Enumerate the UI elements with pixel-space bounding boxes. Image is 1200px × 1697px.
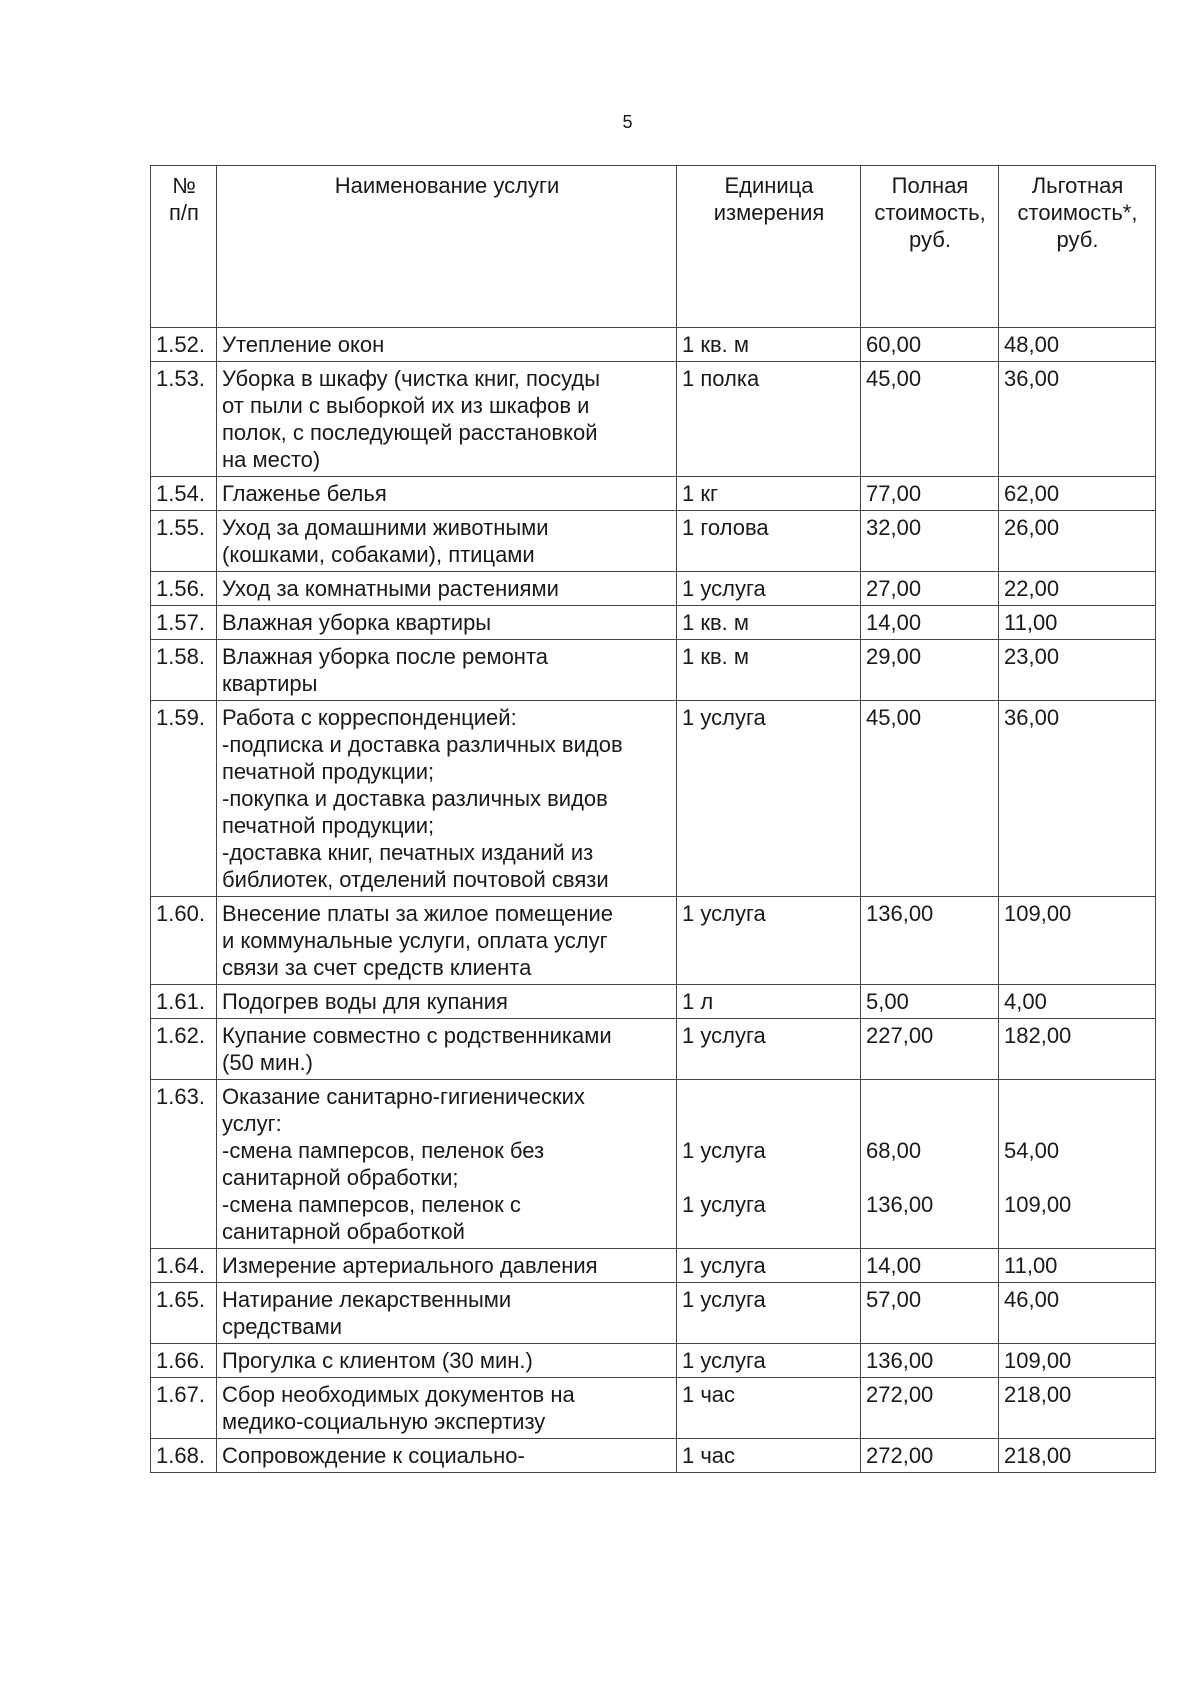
discount-price: 218,00 xyxy=(999,1439,1156,1473)
service-name xyxy=(217,362,677,477)
discount-price: 11,00 xyxy=(999,1249,1156,1283)
discount-price: 218,00 xyxy=(999,1378,1156,1439)
service-name-line: медико-социальную экспертизу xyxy=(222,1409,546,1434)
unit-of-measure: 1 час xyxy=(677,1439,861,1473)
header-unit: Единица измерения xyxy=(677,166,861,328)
discount-price: 46,00 xyxy=(999,1283,1156,1344)
service-name-line: Оказание санитарно-гигиенических xyxy=(222,1084,585,1109)
service-name-line: Влажная уборка после ремонта xyxy=(222,644,549,669)
service-name-line: Сопровождение к социально- xyxy=(222,1443,525,1468)
service-name-line: Внесение платы за жилое помещение xyxy=(222,901,613,926)
row-number: 1.54. xyxy=(151,477,217,511)
service-name-line: Уход за домашними животными xyxy=(222,515,549,540)
service-name-line: Глаженье белья xyxy=(222,481,387,506)
service-name xyxy=(217,985,677,1019)
service-name-line: печатной продукции; xyxy=(222,813,435,838)
row-number: 1.53. xyxy=(151,362,217,477)
service-name-line: печатной продукции; xyxy=(222,759,435,784)
service-name xyxy=(217,1019,677,1080)
service-name-line: Уборка в шкафу (чистка книг, посуды xyxy=(222,366,601,391)
table-body xyxy=(151,328,1156,1473)
service-name-line: Сбор необходимых документов на xyxy=(222,1382,575,1407)
service-name xyxy=(217,477,677,511)
service-name xyxy=(217,328,677,362)
service-name xyxy=(217,1344,677,1378)
service-name-line: -смена памперсов, пеленок без xyxy=(222,1138,545,1163)
unit-of-measure: 1 кв. м xyxy=(677,606,861,640)
header-discount-price: Льготная стоимость*, руб. xyxy=(999,166,1156,328)
page-number: 5 xyxy=(622,112,633,132)
table-row xyxy=(151,1080,1156,1249)
table-row xyxy=(151,606,1156,640)
discount-price: 11,00 xyxy=(999,606,1156,640)
row-number: 1.61. xyxy=(151,985,217,1019)
service-name-line: (50 мин.) xyxy=(222,1050,313,1075)
row-number: 1.62. xyxy=(151,1019,217,1080)
discount-price: 48,00 xyxy=(999,328,1156,362)
discount-price: 23,00 xyxy=(999,640,1156,701)
table-row xyxy=(151,477,1156,511)
service-name xyxy=(217,1283,677,1344)
unit-of-measure: 1 голова xyxy=(677,511,861,572)
full-price: 27,00 xyxy=(861,572,999,606)
service-name-line: от пыли с выборкой их из шкафов и xyxy=(222,393,590,418)
service-name-line: Утепление окон xyxy=(222,332,385,357)
full-price: 272,00 xyxy=(861,1378,999,1439)
service-name xyxy=(217,1080,677,1249)
unit-of-measure: 1 услуга xyxy=(677,1019,861,1080)
service-name-line: -покупка и доставка различных видов xyxy=(222,786,608,811)
service-name-line: Измерение артериального давления xyxy=(222,1253,598,1278)
service-name xyxy=(217,640,677,701)
row-number: 1.67. xyxy=(151,1378,217,1439)
header-number: № п/п xyxy=(151,166,217,328)
unit-of-measure: 1 услуга xyxy=(677,1283,861,1344)
table-row xyxy=(151,701,1156,897)
table-header-row xyxy=(151,166,1156,328)
full-price-value: 136,00 xyxy=(866,1192,934,1217)
service-name-line: Натирание лекарственными xyxy=(222,1287,512,1312)
discount-price: 36,00 xyxy=(999,362,1156,477)
discount-price: 109,00 xyxy=(999,1344,1156,1378)
service-name-line: квартиры xyxy=(222,671,318,696)
row-number: 1.52. xyxy=(151,328,217,362)
header-service-name: Наименование услуги xyxy=(217,166,677,328)
full-price: 60,00 xyxy=(861,328,999,362)
service-name-line: Прогулка с клиентом (30 мин.) xyxy=(222,1348,533,1373)
table-row xyxy=(151,362,1156,477)
unit-of-measure xyxy=(677,1080,861,1249)
service-name-line: Подогрев воды для купания xyxy=(222,989,508,1014)
service-name-line: -доставка книг, печатных изданий из xyxy=(222,840,594,865)
service-name-line: (кошками, собаками), птицами xyxy=(222,542,535,567)
service-name-line: полок, с последующей расстановкой xyxy=(222,420,598,445)
full-price: 136,00 xyxy=(861,1344,999,1378)
service-name-line: на место) xyxy=(222,447,321,472)
table-row xyxy=(151,985,1156,1019)
service-name-line: и коммунальные услуги, оплата услуг xyxy=(222,928,608,953)
services-price-table xyxy=(150,165,1156,1473)
full-price: 136,00 xyxy=(861,897,999,985)
table-row xyxy=(151,328,1156,362)
service-name-line: -смена памперсов, пеленок с xyxy=(222,1192,521,1217)
row-number: 1.57. xyxy=(151,606,217,640)
full-price: 45,00 xyxy=(861,701,999,897)
table-row xyxy=(151,640,1156,701)
table-row xyxy=(151,511,1156,572)
service-name xyxy=(217,1378,677,1439)
row-number: 1.68. xyxy=(151,1439,217,1473)
unit-of-measure: 1 кв. м xyxy=(677,328,861,362)
service-name xyxy=(217,1439,677,1473)
service-name xyxy=(217,1249,677,1283)
unit-of-measure: 1 кв. м xyxy=(677,640,861,701)
unit-of-measure: 1 услуга xyxy=(677,897,861,985)
full-price: 29,00 xyxy=(861,640,999,701)
discount-price: 4,00 xyxy=(999,985,1156,1019)
row-number: 1.59. xyxy=(151,701,217,897)
discount-price-value: 54,00 xyxy=(1004,1138,1060,1163)
header-full-price: Полная стоимость, руб. xyxy=(861,166,999,328)
discount-price: 109,00 xyxy=(999,897,1156,985)
unit-of-measure: 1 полка xyxy=(677,362,861,477)
discount-price-value: 109,00 xyxy=(1004,1192,1072,1217)
row-number: 1.66. xyxy=(151,1344,217,1378)
service-name-line: Работа с корреспонденцией: xyxy=(222,705,517,730)
discount-price: 22,00 xyxy=(999,572,1156,606)
discount-price xyxy=(999,1080,1156,1249)
table-row xyxy=(151,897,1156,985)
unit-of-measure: 1 услуга xyxy=(677,572,861,606)
table-row xyxy=(151,572,1156,606)
full-price: 227,00 xyxy=(861,1019,999,1080)
table-row xyxy=(151,1439,1156,1473)
full-price: 45,00 xyxy=(861,362,999,477)
full-price: 272,00 xyxy=(861,1439,999,1473)
table-row xyxy=(151,1249,1156,1283)
service-name-line: Уход за комнатными растениями xyxy=(222,576,559,601)
row-number: 1.58. xyxy=(151,640,217,701)
service-name-line: средствами xyxy=(222,1314,342,1339)
full-price: 77,00 xyxy=(861,477,999,511)
service-name-line: Купание совместно с родственниками xyxy=(222,1023,612,1048)
service-name xyxy=(217,701,677,897)
discount-price: 36,00 xyxy=(999,701,1156,897)
unit-of-measure: 1 л xyxy=(677,985,861,1019)
full-price: 5,00 xyxy=(861,985,999,1019)
discount-price: 62,00 xyxy=(999,477,1156,511)
service-name xyxy=(217,511,677,572)
service-name-line: библиотек, отделений почтовой связи xyxy=(222,867,609,892)
table-row xyxy=(151,1019,1156,1080)
service-name-line: санитарной обработкой xyxy=(222,1219,465,1244)
service-name-line: услуг: xyxy=(222,1111,282,1136)
unit-of-measure: 1 услуга xyxy=(677,1249,861,1283)
row-number: 1.55. xyxy=(151,511,217,572)
unit-of-measure: 1 кг xyxy=(677,477,861,511)
full-price: 14,00 xyxy=(861,606,999,640)
row-number: 1.64. xyxy=(151,1249,217,1283)
service-name xyxy=(217,897,677,985)
full-price: 14,00 xyxy=(861,1249,999,1283)
service-name xyxy=(217,572,677,606)
service-name-line: санитарной обработки; xyxy=(222,1165,459,1190)
discount-price: 26,00 xyxy=(999,511,1156,572)
unit-of-measure: 1 услуга xyxy=(677,1344,861,1378)
service-name-line: связи за счет средств клиента xyxy=(222,955,532,980)
full-price-value: 68,00 xyxy=(866,1138,922,1163)
row-number: 1.65. xyxy=(151,1283,217,1344)
service-name-line: -подписка и доставка различных видов xyxy=(222,732,623,757)
full-price: 57,00 xyxy=(861,1283,999,1344)
row-number: 1.60. xyxy=(151,897,217,985)
unit-value: 1 услуга xyxy=(682,1192,766,1217)
full-price xyxy=(861,1080,999,1249)
full-price: 32,00 xyxy=(861,511,999,572)
unit-of-measure: 1 час xyxy=(677,1378,861,1439)
table-row xyxy=(151,1344,1156,1378)
service-name xyxy=(217,606,677,640)
table-row xyxy=(151,1283,1156,1344)
table-row xyxy=(151,1378,1156,1439)
unit-of-measure: 1 услуга xyxy=(677,701,861,897)
service-name-line: Влажная уборка квартиры xyxy=(222,610,492,635)
row-number: 1.63. xyxy=(151,1080,217,1249)
row-number: 1.56. xyxy=(151,572,217,606)
discount-price: 182,00 xyxy=(999,1019,1156,1080)
unit-value: 1 услуга xyxy=(682,1138,766,1163)
